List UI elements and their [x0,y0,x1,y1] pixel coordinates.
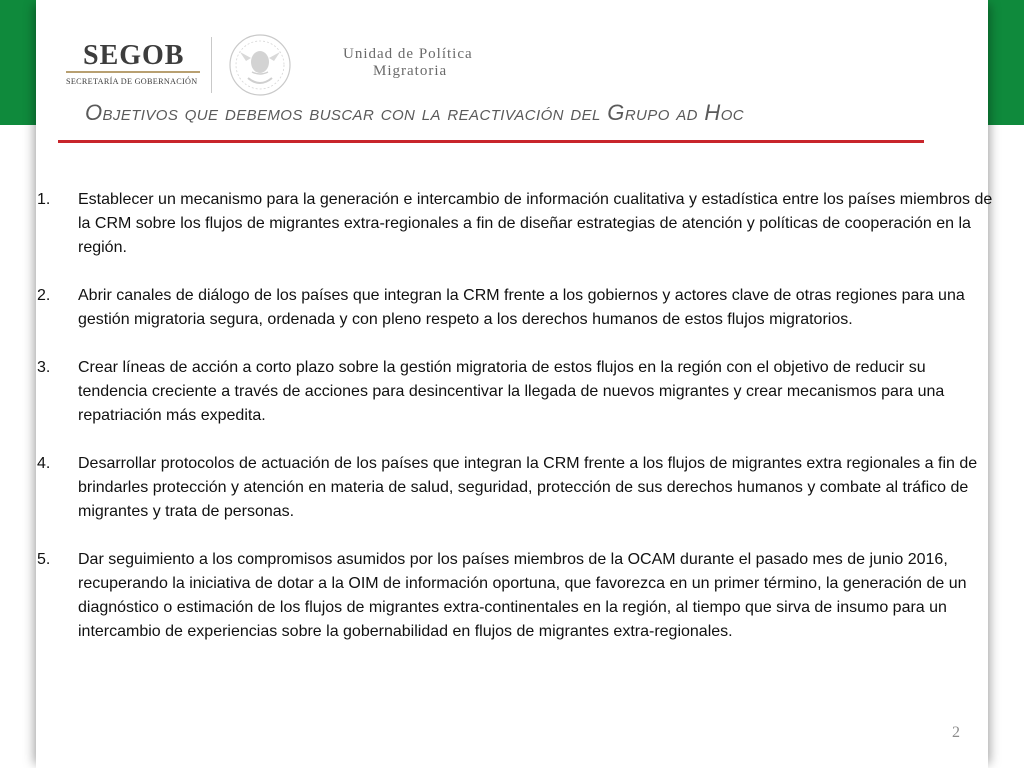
objective-text: Crear líneas de acción a corto plazo sobre la gestión migratoria de estos flujos en la región con el objetivo de reducir su tendencia creciente a través de acciones para desincentivar la llegada de nuevos migrantes y crear mecanismos para una repatriación más expedita. [78,359,945,424]
objective-text: Dar seguimiento a los compromisos asumidos por los países miembros de la OCAM durante el pasado mes de junio 2016, recuperando la iniciativa de dotar a la OIM de información oportuna, que favorezca en un primer término, la generación de un diagnóstico o estimación de los flujos de migrantes extra-continentales en la región, al tiempo que sirva de insumo para un intercambio de experiencias sobre la gobernabilidad en flujos de migrantes extra-regionales. [78,551,967,640]
unit-name-line-1: Unidad de Política [343,46,473,62]
objective-number: 2. [37,287,51,304]
objective-number: 1. [37,191,51,208]
slide-page-number: 2 [952,724,960,741]
segob-logo-rule [66,71,200,73]
objective-item [37,548,997,644]
objective-item [37,452,997,524]
objective-number: 5. [37,551,51,568]
national-seal-icon [222,32,298,98]
objective-text: Desarrollar protocolos de actuación de los países que integran la CRM frente a los flujos de migrantes extra regionales a fin de brindarles protección y atención en materia de salud, seguridad, protección de sus derechos humanos y combate al tráfico de migrantes y trata de personas. [78,455,978,520]
logo-divider [211,37,212,93]
right-green-band [988,0,1024,125]
objective-item [37,188,997,260]
objective-number: 3. [37,359,51,376]
objective-item [37,356,997,428]
segob-subtitle: SECRETARÍA DE GOBERNACIÓN [66,77,198,86]
segob-wordmark: SEGOB [83,40,185,71]
slide-title: Objetivos que debemos buscar con la reactivación del Grupo ad Hoc [85,100,745,125]
unit-name-line-2: Migratoria [373,63,448,79]
title-underline [58,140,924,143]
unit-name [343,46,473,80]
segob-logo [66,40,204,88]
objective-number: 4. [37,455,51,472]
objective-text: Establecer un mecanismo para la generación e intercambio de información cualitativa y estadística entre los países miembros de la CRM sobre los flujos de migrantes extra-regionales a fin de diseñar estrategias de atención y políticas de cooperación en la región. [78,191,993,256]
objective-item [37,284,997,332]
objectives-list [37,188,997,668]
objective-text: Abrir canales de diálogo de los países que integran la CRM frente a los gobiernos y actores clave de otras regiones para una gestión migratoria segura, ordenada y con pleno respeto a los derechos humanos de estos flujos migratorios. [78,287,965,328]
left-green-band [0,0,36,125]
